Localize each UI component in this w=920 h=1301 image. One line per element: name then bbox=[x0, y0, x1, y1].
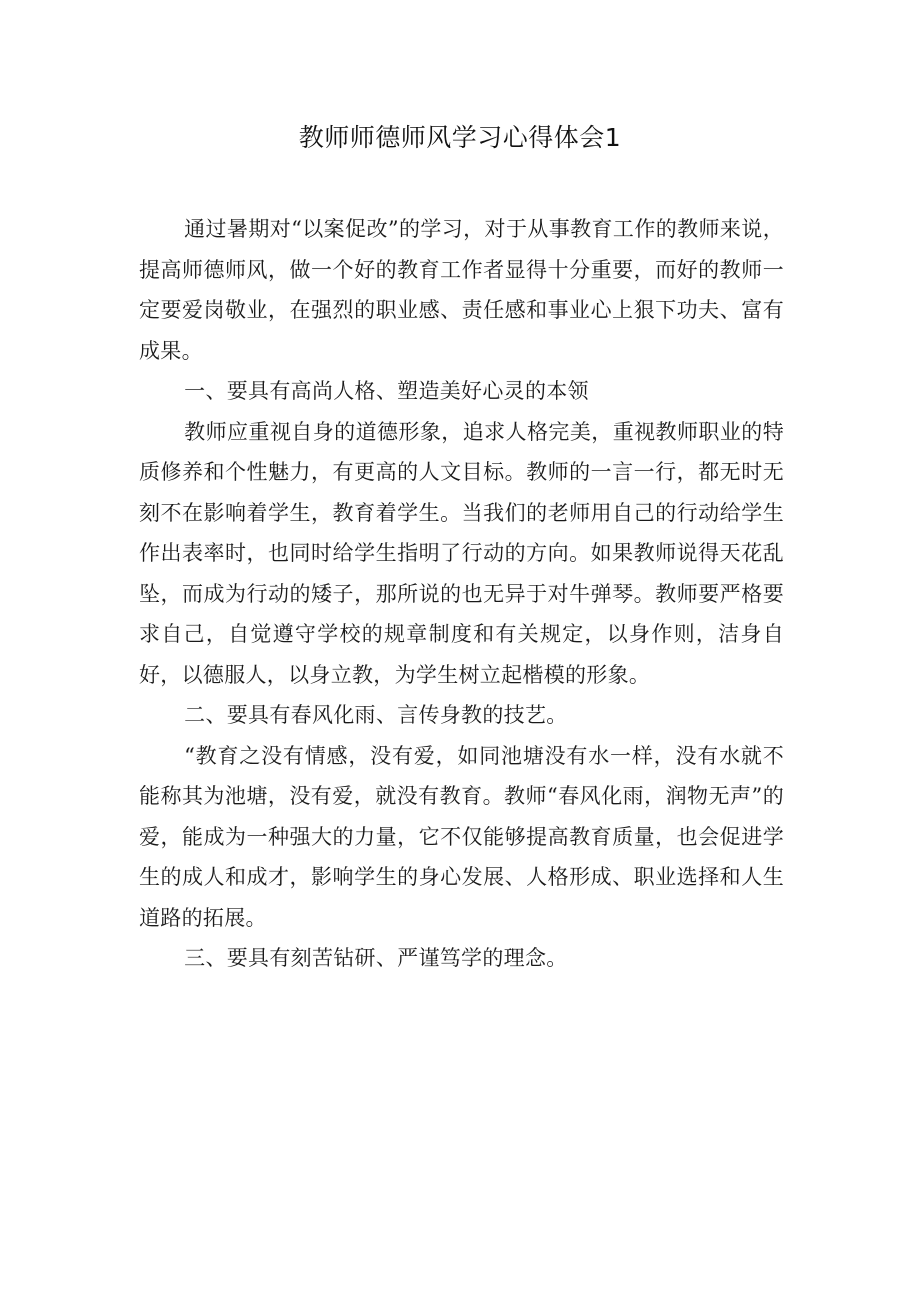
document-title: 教师师德师风学习心得体会1 bbox=[298, 123, 622, 152]
section-heading-2: 二、要具有春风化雨、言传身教的技艺。 bbox=[184, 703, 568, 727]
paragraph-intro: 通过暑期对“以案促改”的学习，对于从事教育工作的教师来说，提高师德师风，做一个好的教育工作者显得十分重要，而好的教师一定要爱岗敬业，在强烈的职业感、责任感和事业心上狠下功夫、富有成果。 bbox=[139, 217, 784, 363]
section-heading-1: 一、要具有高尚人格、塑造美好心灵的本领 bbox=[184, 379, 589, 403]
document-body bbox=[139, 209, 784, 979]
paragraph-section-1: 教师应重视自身的道德形象，追求人格完美，重视教师职业的特质修养和个性魅力，有更高的人文目标。教师的一言一行，都无时无刻不在影响着学生，教育着学生。当我们的老师用自己的行动给学生作出表率时，也同时给学生指明了行动的方向。如果教师说得天花乱坠，而成为行动的矮子，那所说的也无异于对牛弹琴。教师要严格要求自己，自觉遵守学校的规章制度和有关规定，以身作则，洁身自好，以德服人，以身立教，为学生树立起楷模的形象。 bbox=[139, 419, 784, 687]
paragraph-section-2: “教育之没有情感，没有爱，如同池塘没有水一样，没有水就不能称其为池塘，没有爱，就没有教育。教师“春风化雨，润物无声”的爱，能成为一种强大的力量，它不仅能够提高教育质量，也会促进学生的成人和成才，影响学生的身心发展、人格形成、职业选择和人生道路的拓展。 bbox=[139, 743, 784, 930]
section-heading-3: 三、要具有刻苦钻研、严谨笃学的理念。 bbox=[184, 946, 568, 970]
